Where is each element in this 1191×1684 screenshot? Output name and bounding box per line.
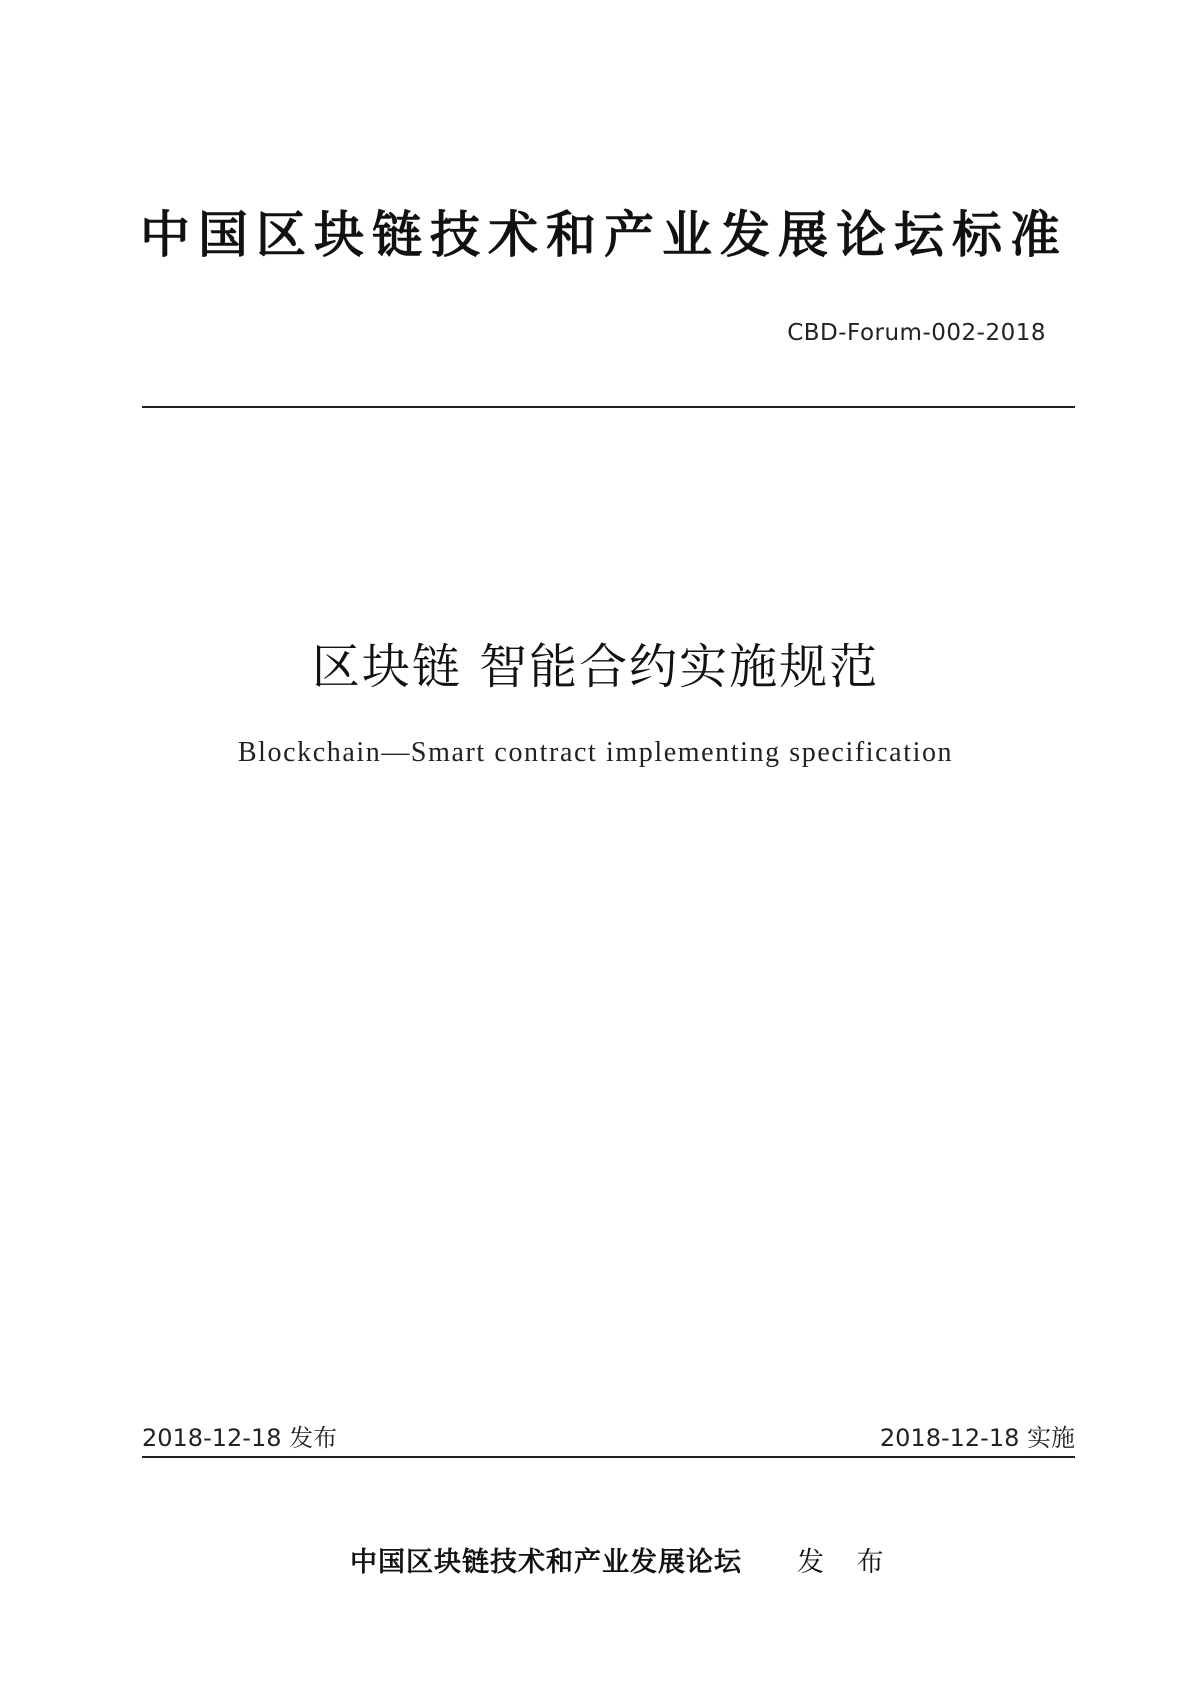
publisher-name: 中国区块链技术和产业发展论坛 (350, 1547, 742, 1578)
standard-number: CBD-Forum-002-2018 (787, 320, 1046, 346)
implementation-date: 2018-12-18 实施 (879, 1424, 1075, 1452)
top-divider (142, 406, 1075, 408)
issue-date: 2018-12-18 发布 (142, 1424, 338, 1452)
bottom-divider (142, 1456, 1075, 1458)
date-row (142, 1418, 1075, 1454)
document-title-chinese: 区块链 智能合约实施规范 (311, 639, 880, 695)
publisher-action: 发 布 (797, 1547, 896, 1578)
publisher-row (0, 1540, 1191, 1580)
document-title-english: Blockchain—Smart contract implementing specification (237, 737, 954, 768)
org-standard-heading: 中国区块链技术和产业发展论坛标准 (140, 206, 1068, 264)
